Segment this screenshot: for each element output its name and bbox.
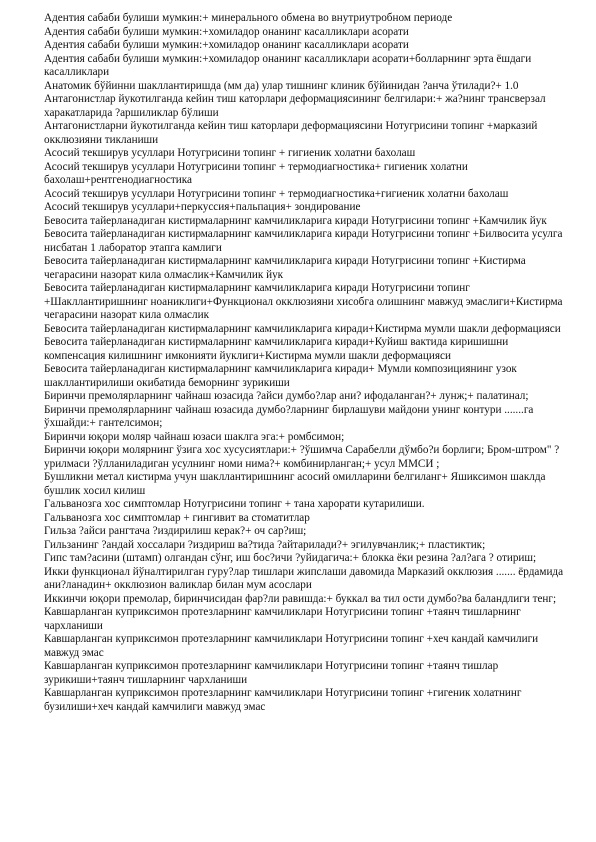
- text-paragraph: Биринчи премолярларнинг чайнаш юзасида ?айси думбо?лар ани? ифодаланган?+ лунж;+ палатинал;: [44, 390, 529, 402]
- text-paragraph: Иккинчи юқори премолар, биринчисидан фар?ли равишда:+ буккал ва тил ости думбо?ва баландлиги тенг;: [44, 592, 557, 605]
- text-paragraph: Гальванозга хос симптомлар + гингивит ва стоматитлар: [44, 511, 310, 524]
- text-paragraph: Биринчи юқори молярнинг ўзига хос хусусиятлари:+ ?ўшимча Сарабелли дўмбо?и борлиги; Бром-штром" ?урилмаси ?ўлланиладиган усулнинг номи нима?+ комбинирланган;+ усул ММСИ ;: [44, 444, 560, 470]
- text-paragraph: Гильзанинг ?андай хоссалари ?издириш ва?тида ?айтарилади?+ эгилувчанлик;+ пластиктик;: [44, 538, 486, 551]
- text-paragraph: Бевосита тайерланадиган кистирмаларнинг камчиликларига киради Нотугрисини топинг +Кистирма чегарасини назорат кила олмаслик+Камчилик йук: [44, 255, 526, 281]
- text-paragraph: Икки функционал йўналтирилган гуру?лар тишлари жипслаши давомида Марказий окклюзия ....... ёрдамида ани?ланадин+ окклюзион валиклар билан мум асослари: [44, 565, 564, 591]
- text-paragraph: Адентия сабаби булиши мумкин:+хомиладор онанинг касалликлари асорати: [44, 25, 409, 38]
- text-paragraph: Кавшарланган куприксимон протезларнинг камчиликлари Нотугрисини топинг +таянч тишлар зурикиши+таянч тишларнинг чархланиши: [44, 660, 499, 686]
- text-paragraph: Асосий текширув усуллари Нотугрисини топинг + термодиагностика+гигиеник холатни бахолаш: [44, 187, 509, 200]
- text-paragraph: Кавшарланган куприксимон протезларнинг камчиликлари Нотугрисини топинг +гигеник холатнинг бузилиши+хеч кандай камчилиги мавжуд эмас: [44, 687, 522, 713]
- text-paragraph: Антагонистларни йукотилганда кейин тиш каторлари деформациясини Нотугрисини топинг +марказий окклюзияни тикланиши: [44, 120, 538, 146]
- text-paragraph: Бевосита тайерланадиган кистирмаларнинг камчиликларига киради Нотугрисини топинг +Шакллантиришнинг ноаниклиги+Функционал окклюзияни хисобга олишнинг мавжуд эмаслиги+Кистирма чегарасини назорат кила олмаслик: [44, 282, 563, 321]
- text-paragraph: Адентия сабаби булиши мумкин:+хомиладор онанинг касалликлари асорати: [44, 39, 409, 51]
- text-paragraph: Бевосита тайерланадиган кистирмаларнинг камчиликларига киради+Куйиш вактида киришишни компенсация килишнинг имконияти йуклиги+Кистирма мумли шакли деформацияси: [44, 336, 509, 362]
- text-paragraph: Бевосита тайерланадиган кистирмаларнинг камчиликларига киради Нотугрисини топинг +Билвосита усулга нисбатан 1 лаборатор этапга камлиги: [44, 228, 563, 254]
- text-paragraph: Бевосита тайерланадиган кистирмаларнинг камчиликларига киради+Кистирма мумли шакли деформацияси: [44, 322, 561, 335]
- text-paragraph: Бевосита тайерланадиган кистирмаларнинг камчиликларига киради+ Мумли композициянинг узок шакллантирилиши окибатида беморнинг зурикиши: [44, 363, 517, 389]
- text-paragraph: Асосий текширув усуллари Нотугрисини топинг + гигиеник холатни бахолаш: [44, 147, 416, 159]
- text-paragraph: Бушликни метал кистирма учун шакллантиришнинг асосий омилларини белгиланг+ Яшиксимон шаклда бушлик хосил килиш: [44, 471, 546, 497]
- text-paragraph: Адентия сабаби булиши мумкин:+ минерального обмена во внутриутробном периоде: [44, 12, 453, 24]
- text-paragraph: Адентия сабаби булиши мумкин:+хомиладор онанинг касалликлари асорати+болларнинг эрта ёшдаги касалликлари: [44, 52, 532, 78]
- text-paragraph: Гильза ?айси рангтача ?издирилиш керак?+ оч сар?иш;: [44, 525, 307, 537]
- text-paragraph: Биринчи юқори моляр чайнаш юзаси шаклга эга:+ ромбсимон;: [44, 430, 345, 443]
- text-paragraph: Биринчи премолярларнинг чайнаш юзасида думбо?ларнинг бирлашуви майдони унинг контури .......га ўхшайди:+ гантелсимон;: [44, 403, 534, 429]
- text-paragraph: Анатомик бўйинни шакллантиришда (мм да) улар тишнинг клиник бўйинидан ?анча ўтилади?+ 1.0: [44, 79, 519, 92]
- text-paragraph: Асосий текширув усуллари Нотугрисини топинг + термодиагностика+ гигиеник холатни бахолаш+рентгенодиагностика: [44, 160, 468, 186]
- text-paragraph: Гипс там?асини (штамп) олгандан сўнг, иш бос?ичи ?уйидагича:+ блокка ёки резина ?ал?ага ? отириш;: [44, 552, 537, 564]
- text-paragraph: Гальванозга хос симптомлар Нотугрисини топинг + тана харорати кутарилиши.: [44, 498, 425, 510]
- text-paragraph: Кавшарланган куприксимон протезларнинг камчиликлари Нотугрисини топинг +таянч тишларнинг чархланиши: [44, 606, 521, 632]
- text-paragraph: Кавшарланган куприксимон протезларнинг камчиликлари Нотугрисини топинг +хеч кандай камчилиги мавжуд эмас: [44, 633, 539, 659]
- text-paragraph: Бевосита тайерланадиган кистирмаларнинг камчиликларига киради Нотугрисини топинг +Камчилик йук: [44, 214, 547, 227]
- document-page: [44, 12, 570, 714]
- text-paragraph: Асосий текширув усуллари+перкуссия+пальпация+ зондирование: [44, 201, 361, 213]
- text-paragraph: Антагонистлар йукотилганда кейин тиш каторлари деформациясининг белгилари:+ жа?нинг трансверзал харакатларида ?аршиликлар бўлиши: [44, 93, 546, 119]
